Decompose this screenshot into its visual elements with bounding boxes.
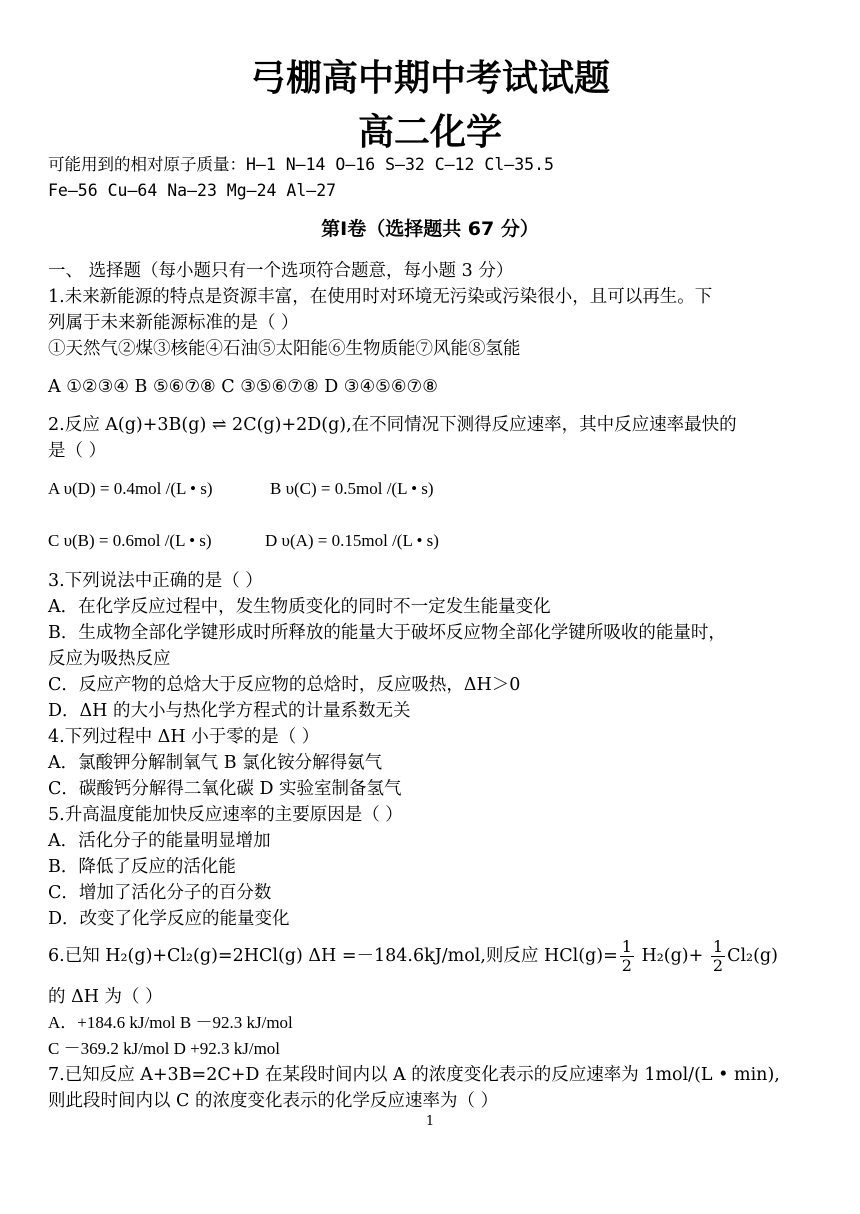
q4-options-ab: A．氯酸钾分解制氧气 B 氯化铵分解得氨气 (48, 753, 383, 773)
q6-fraction-1-numerator: 1 (621, 937, 632, 956)
q6-stem-end: Cl₂(g) (727, 946, 778, 966)
q5-option-c: C．增加了活化分子的百分数 (48, 883, 272, 903)
q4-stem: 4.下列过程中 ΔH 小于零的是（ ） (48, 727, 320, 747)
q2-option-a: A υ(D) = 0.4mol /(L • s) (48, 479, 213, 498)
q2-option-c: C υ(B) = 0.6mol /(L • s) (48, 531, 212, 550)
q6-fraction-2 (711, 938, 725, 975)
atomic-masses-line-1: 可能用到的相对原子质量：H—1 N—14 O—16 S—32 C—12 Cl—35.5 (48, 155, 554, 174)
q3-option-b-line-2: 反应为吸热反应 (48, 649, 171, 669)
q5-option-b: B．降低了反应的活化能 (48, 857, 236, 877)
q1-stem-line-1: 1.未来新能源的特点是资源丰富，在使用时对环境无污染或污染很小，且可以再生。下 (48, 287, 713, 307)
q6-options-cd: C －369.2 kJ/mol D +92.3 kJ/mol (48, 1039, 281, 1058)
q1-options: A ①②③④ B ⑤⑥⑦⑧ C ③⑤⑥⑦⑧ D ③④⑤⑥⑦⑧ (48, 377, 438, 397)
q6-fraction-2-numerator: 1 (712, 937, 724, 956)
q6-stem-line-1 (48, 938, 778, 975)
q4-options-cd: C．碳酸钙分解得二氧化碳 D 实验室制备氢气 (48, 779, 402, 799)
q1-items: ①天然气②煤③核能④石油⑤太阳能⑥生物质能⑦风能⑧氢能 (48, 339, 521, 359)
section-instructions: 一、 选择题（每小题只有一个选项符合题意，每小题 3 分） (48, 261, 514, 281)
exam-title: 弓棚高中期中考试试题 (249, 58, 610, 99)
page-number: 1 (425, 1114, 435, 1129)
q5-option-a: A．活化分子的能量明显增加 (48, 831, 271, 851)
q3-option-c: C．反应产物的总焓大于反应物的总焓时，反应吸热，ΔH＞0 (48, 675, 521, 695)
atomic-masses-line-2: Fe—56 Cu—64 Na—23 Mg—24 Al—27 (48, 181, 337, 200)
q2-option-d: D υ(A) = 0.15mol /(L • s) (265, 531, 439, 550)
q6-fraction-2-denominator: 2 (712, 956, 724, 975)
q2-option-b: B υ(C) = 0.5mol /(L • s) (270, 479, 434, 498)
q2-stem-line-1: 2.反应 A(g)+3B(g) ⇌ 2C(g)+2D(g),在不同情况下测得反应速率，其中反应速率最快的 (48, 415, 737, 435)
q1-stem-line-2: 列属于未来新能源标准的是（ ） (48, 313, 299, 333)
q3-option-d: D．ΔH 的大小与热化学方程式的计量系数无关 (48, 701, 411, 721)
q6-options-ab: A．+184.6 kJ/mol B －92.3 kJ/mol (48, 1013, 293, 1032)
q6-stem-mid: H₂(g)+ (635, 946, 709, 966)
q6-fraction-1 (620, 938, 634, 975)
q6-stem-line-2: 的 ΔH 为（ ） (48, 987, 163, 1007)
q3-option-b-line-1: B．生成物全部化学键形成时所释放的能量大于破坏反应物全部化学键所吸收的能量时， (48, 623, 726, 643)
q6-fraction-1-denominator: 2 (621, 956, 632, 975)
q7-stem-line-2: 则此段时间内以 C 的浓度变化表示的化学反应速率为（ ） (48, 1091, 499, 1111)
q7-stem-line-1: 7.已知反应 A+3B=2C+D 在某段时间内以 A 的浓度变化表示的反应速率为 1mol/(L • min), (48, 1065, 780, 1085)
q5-stem: 5.升高温度能加快反应速率的主要原因是（ ） (48, 805, 403, 825)
q5-option-d: D．改变了化学反应的能量变化 (48, 909, 290, 929)
q3-option-a: A．在化学反应过程中，发生物质变化的同时不一定发生能量变化 (48, 597, 551, 617)
exam-subtitle: 高二化学 (357, 112, 502, 153)
q6-stem-prefix: 6.已知 H₂(g)+Cl₂(g)=2HCl(g) ΔH =－184.6kJ/mol,则反应 HCl(g)= (48, 946, 618, 966)
q2-stem-line-2: 是（ ） (48, 441, 107, 461)
q3-stem: 3.下列说法中正确的是（ ） (48, 571, 263, 591)
section-title: 第Ⅰ卷（选择题共 67 分） (321, 218, 539, 240)
